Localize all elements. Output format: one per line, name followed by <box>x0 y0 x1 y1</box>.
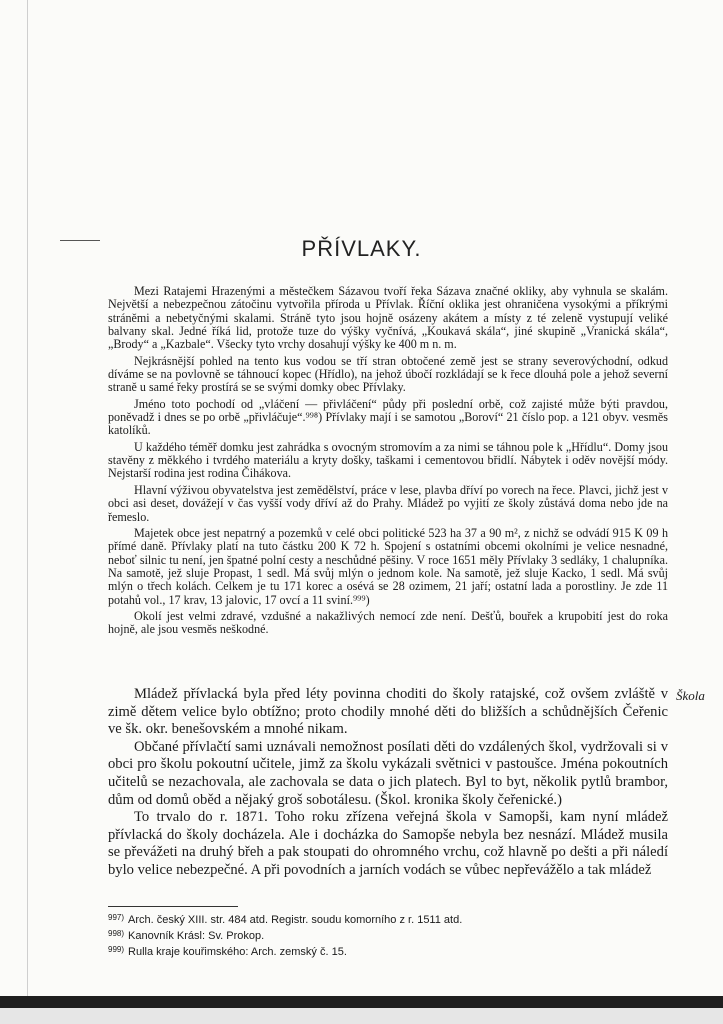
paragraph: Občané přívlačtí sami uznávali nemožnost posílati děti do vzdálených škol, vydržovali si v obci pro školu pokoutní učitele, jimž za školu vykázali světnici v pastoušce. Jména pokoutních učitelů se nezachovala, ale zachovala se data o jich platech. Byl to byt, několik pytlů brambor, dům od domů oběd a nějaký groš sobotálesu. (Škol. kronika školy čeřenické.) <box>108 738 668 808</box>
page-title: PŘÍVLAKY. <box>301 236 422 261</box>
paragraph: Mezi Ratajemi Hrazenými a městečkem Sázavou tvoří řeka Sázava značné okliky, aby vyhnula se skalám. Největší a nebezpečnou zátočinu vytvořila příroda u Přívlak. Říční oklika jest ohraničena vysokými a příkrými stráněmi a nebetyčnými skalami. Stráně tyto jsou hojně osázeny akátem a místy z té zeleně vystupují veliké balvany skal. Jedné říká lid, protože tuze do výšky vyčnívá, „Koukavá skála“, jiné skupině „Vranická skála“, „Brody“ a „Kazbale“. Všecky tyto vrchy dosahují výšky ke 400 m n. m. <box>108 284 668 352</box>
footnote-number: 997) <box>108 913 125 922</box>
footnote-number: 999) <box>108 945 125 954</box>
margin-note-skola: Škola <box>676 688 705 703</box>
paragraph: Okolí jest velmi zdravé, vzdušné a nakažlivých nemocí zde není. Dešťů, bouřek a krupobití jest do roka hojně, ale jsou vesměs neškodné. <box>108 608 668 637</box>
paragraph: Hlavní výživou obyvatelstva jest zemědělství, práce v lese, plavba dříví po vorech na řece. Plavci, jichž jest v obci asi deset, dovážejí v čas vyšší vody dříví až do Prahy. Mládež po vyjití ze školy zůstává doma nebo jde na řemeslo. <box>108 482 668 524</box>
scan-background <box>0 1008 723 1024</box>
large-print-section <box>108 686 668 880</box>
paragraph: Nejkrásnější pohled na tento kus vodou se tří stran obtočené země jest se strany severovýchodní, odkud díváme se na povlovně se táhnoucí kopec (Hřídlo), na jehož úbočí rozkládají se k řece dlouhá pole a jehož severní straně u samé řeky prostírá se se svými domky obec Přívlaky. <box>108 353 668 395</box>
footnote-text: Rulla kraje kouřimského: Arch. zemský č. 15. <box>128 946 347 958</box>
small-print-section <box>108 285 668 640</box>
footnote <box>108 943 668 959</box>
footnote-number: 998) <box>108 929 125 938</box>
scan-bottom-edge <box>0 996 723 1008</box>
paragraph: Majetek obce jest nepatrný a pozemků v celé obci politické 523 ha 37 a 90 m², z nichž se odvádí 915 K 09 h přímé daně. Přívlaky platí na tuto částku 200 K 72 h. Spojení s ostatními obcemi okolními je velice nesnadné, neboť silnic tu není, jen špatné polní cesty a neschůdné pěšiny. V roce 1651 měly Přívlaky 3 sedláky, 1 chalupníka. Na samotě, jež sluje Propast, 1 sedl. Má svůj mlýn o jednom kole. Na samotě, jež sluje Kacko, 1 sedl. Má svůj mlýn o třech kolách. Celkem je tu 171 korec a osévá se 28 ozimem, 21 jaří; ostatní lada a porostliny. Je zde 11 potahů vol., 17 krav, 13 jalovic, 17 ovcí a 11 sviní.⁹⁹⁹) <box>108 525 668 607</box>
footnote-text: Arch. český XIII. str. 484 atd. Registr. soudu komorního z r. 1511 atd. <box>128 914 463 926</box>
footnote <box>108 927 668 943</box>
footnote-separator <box>108 906 238 907</box>
paragraph: To trvalo do r. 1871. Toho roku zřízena veřejná škola v Samopši, kam nyní mládež přívlacká do školy docházela. Ale i docházka do Samopše nebyla bez nesnází. Mládež musila se převážeti na druhý břeh a pak stoupati do ohromného vrchu, což hlavně po dešti a při náledí bylo velice nebezpečné. A při povodních a jarních vodách se vůbec nepřevážělo a tak mládež <box>108 809 668 878</box>
paragraph: U každého téměř domku jest zahrádka s ovocným stromovím a za nimi se táhnou pole k „Hřídlu“. Domy jsou stavěny z měkkého i tvrdého materiálu a kryty došky, taškami i cementovou břidlí. Nábytek i oděv novější módy. Nejstarší rodina jest rodina Čihákova. <box>108 439 668 481</box>
footnote-text: Kanovník Krásl: Sv. Prokop. <box>128 930 265 942</box>
paragraph: Mládež přívlacká byla před léty povinna choditi do školy ratajské, což ovšem zvláště v zimě dětem velice bylo obtížno; proto chodily mnohé děti do bližších a schůdnějších Čeřenic ve šk. okr. benešovském a mnohé nikam. <box>108 686 668 738</box>
left-margin-rule <box>27 0 28 1000</box>
footnote <box>108 911 668 927</box>
footnotes <box>108 911 668 959</box>
paragraph: Jméno toto pochodí od „vláčení — přivláčení“ půdy při poslední orbě, což zajisté může býti pravdou, poněvadž i dnes se po orbě „přivláčuje“.⁹⁹⁸) Přívlaky mají i se samotou „Boroví“ 21 číslo pop. a 121 obyv. vesměs katolíků. <box>108 396 668 438</box>
